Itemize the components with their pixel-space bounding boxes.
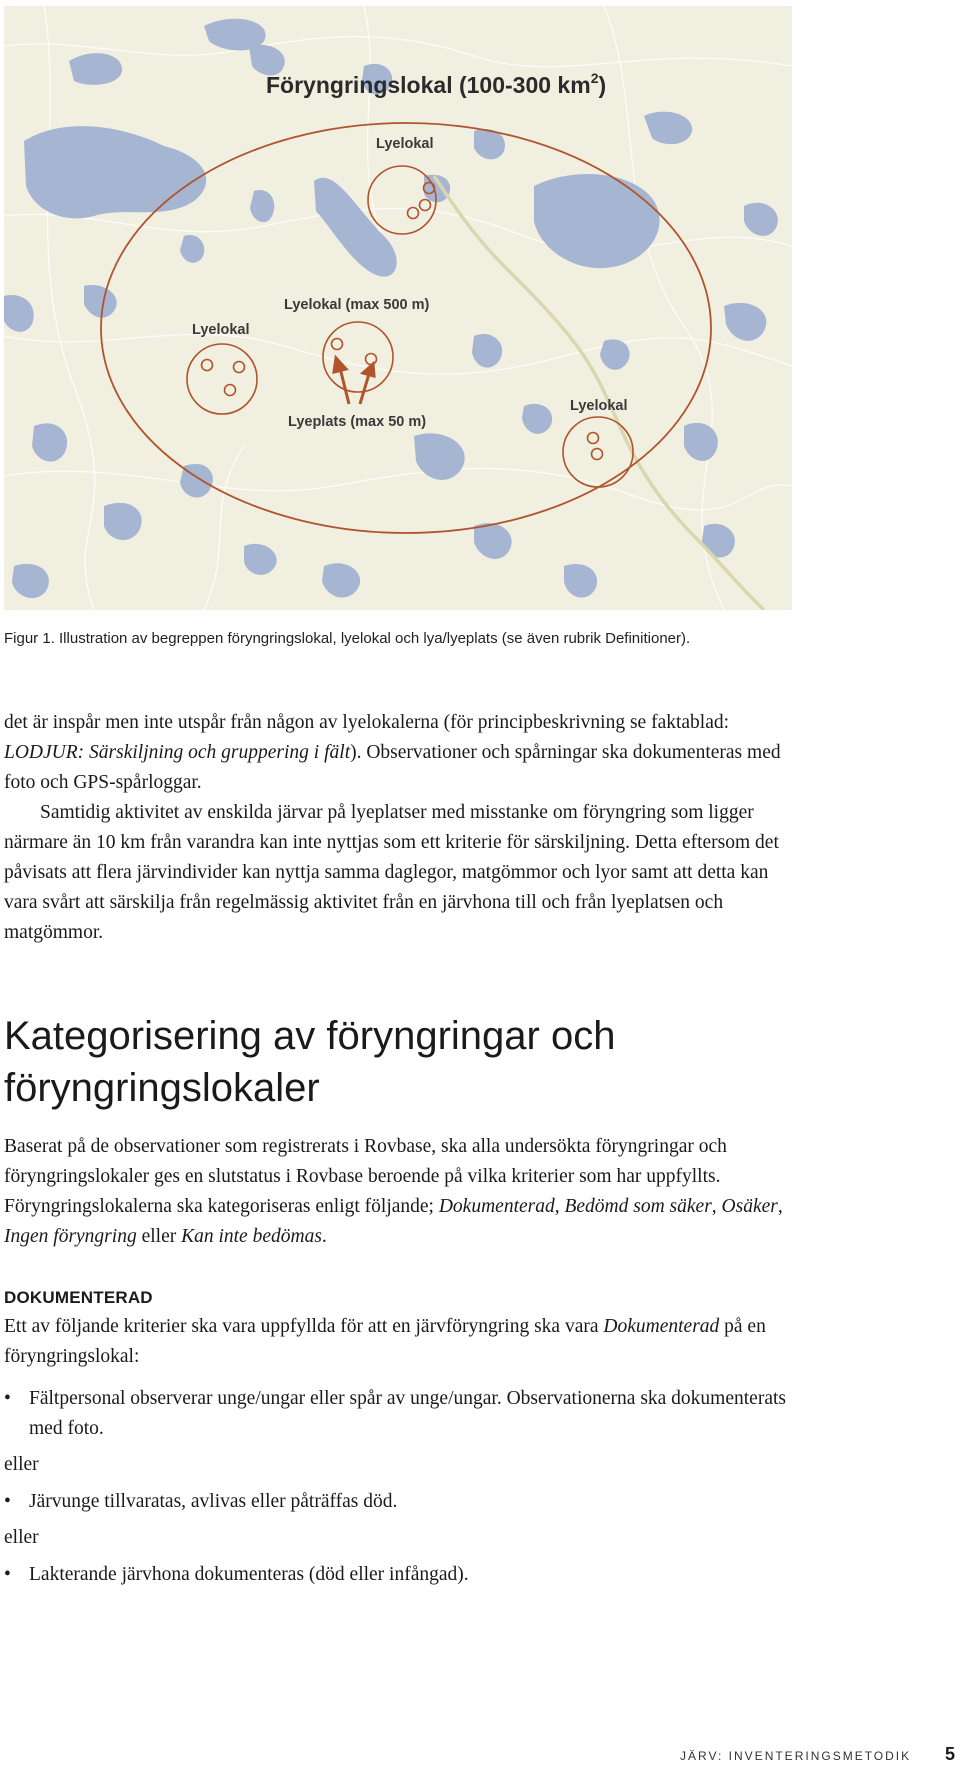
label-lyeplats: Lyeplats (max 50 m) bbox=[288, 414, 427, 430]
bullet-item: • Fältpersonal observerar unge/ungar eller spår av unge/ungar. Observationerna ska dokumenterats med foto. bbox=[4, 1384, 804, 1444]
period: . bbox=[321, 1226, 327, 1247]
map-title: Föryngringslokal (100-300 $km^2$) bbox=[266, 70, 607, 98]
bullet-item: • Järvunge tillvaratas, avlivas eller påträffas död. bbox=[4, 1487, 804, 1517]
paragraph-4-text-end: på en föryngringslokal: bbox=[4, 1316, 766, 1367]
map-illustration bbox=[4, 6, 792, 610]
bullet-item: • Lakterande järvhona dokumenteras (död eller infångad). bbox=[4, 1560, 804, 1590]
label-lyelokal-max: Lyelokal (max 500 m) bbox=[284, 297, 430, 313]
category-bedomd-som-saker: Bedömd som säker bbox=[564, 1196, 712, 1217]
separator: , bbox=[777, 1196, 783, 1217]
category-kan-inte-bedomas: Kan inte bedömas bbox=[181, 1226, 322, 1247]
page-number: 5 bbox=[945, 1744, 956, 1764]
category-osaker: Osäker bbox=[721, 1196, 778, 1217]
map-figure bbox=[4, 6, 792, 610]
paragraph-2: Samtidig aktivitet av enskilda järvar på lyeplatser med misstanke om föryngring som ligger närmare än 10 km från varandra kan inte nyttjas som ett kriterie för särskiljning. Detta eftersom det påvisats att flera järvindivider kan nyttja samma daglegor, matgömmor och lyor samt att detta kan vara svårt att särskilja från regelmässig aktivitet från en järvhona till och från lyeplatsen och matgömmor. bbox=[4, 802, 779, 943]
or-separator: eller bbox=[4, 1527, 39, 1548]
paragraph-3-text: Baserat på de observationer som registrerats i Rovbase, ska alla undersökta föryngringar och föryngringslokaler ges en slutstatus i Rovbase beroende på vilka kriterier som har uppfyllts. Föryngringslokalerna ska kategoriseras enligt följande; bbox=[4, 1136, 727, 1217]
or-separator: eller bbox=[4, 1454, 39, 1475]
separator-eller: eller bbox=[136, 1226, 182, 1247]
paragraph-1-text-end: ). Observationer och spårningar ska dokumenteras med foto och GPS-spårloggar. bbox=[4, 742, 781, 793]
footer-title: JÄRV: INVENTERINGSMETODIK bbox=[680, 1749, 912, 1763]
paragraph-1 bbox=[4, 708, 804, 798]
separator: , bbox=[554, 1196, 565, 1217]
category-dokumenterad: Dokumenterad bbox=[438, 1196, 555, 1217]
paragraph-1-text: det är inspår men inte utspår från någon av lyelokalerna (för principbeskrivning se faktablad: bbox=[4, 712, 730, 733]
paragraph-3 bbox=[4, 1132, 804, 1252]
figure-caption: Figur 1. Illustration av begreppen föryngringslokal, lyelokal och lya/lyeplats (se även rubrik Definitioner). bbox=[4, 630, 691, 647]
paragraph-4-text: Ett av följande kriterier ska vara uppfyllda för att en järvföryngring ska vara bbox=[4, 1316, 604, 1337]
paragraph-4 bbox=[4, 1312, 804, 1372]
paragraph-1-reference: LODJUR: Särskiljning och gruppering i fält bbox=[4, 742, 351, 763]
paragraph-4-term: Dokumenterad bbox=[603, 1316, 720, 1337]
subheading-dokumenterad: DOKUMENTERAD bbox=[4, 1288, 153, 1307]
separator: , bbox=[711, 1196, 722, 1217]
section-heading: Kategorisering av föryngringar och föryngringslokaler bbox=[4, 1014, 616, 1110]
label-lyelokal-top: Lyelokal bbox=[376, 136, 434, 152]
label-lyelokal-right: Lyelokal bbox=[570, 398, 628, 414]
category-ingen-foryngring: Ingen föryngring bbox=[4, 1226, 137, 1247]
label-lyelokal-left: Lyelokal bbox=[192, 322, 250, 338]
